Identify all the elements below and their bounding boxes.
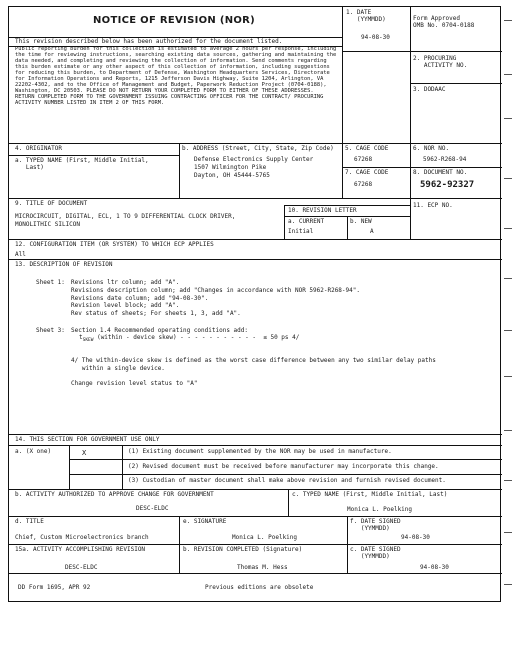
document-no-label: 8. DOCUMENT NO. bbox=[413, 169, 468, 176]
date-signed-gov-value: 94-08-30 bbox=[401, 534, 430, 541]
rule bbox=[9, 259, 502, 260]
rule bbox=[9, 155, 179, 156]
typed-name-label: a. TYPED NAME (First, Middle Initial, Last) bbox=[15, 157, 149, 171]
originator-label: 4. ORIGINATOR bbox=[15, 145, 62, 152]
activity-accomplishing-label: 15a. ACTIVITY ACCOMPLISHING REVISION bbox=[15, 546, 146, 553]
nor-no-label: 6. NOR NO. bbox=[413, 145, 450, 152]
margin-tick bbox=[504, 118, 512, 119]
rule bbox=[342, 7, 343, 143]
rule bbox=[9, 239, 502, 240]
rule bbox=[69, 474, 502, 475]
activity-authorized-label: b. ACTIVITY AUTHORIZED TO APPROVE CHANGE FOR GOVERNMENT bbox=[15, 491, 214, 498]
activity-accomplishing-value: DESC-ELDC bbox=[65, 564, 98, 571]
tskew-symbol: t bbox=[79, 334, 83, 341]
revision-completed-value: Thomas M. Hess bbox=[237, 564, 288, 571]
rule bbox=[9, 143, 502, 144]
cage-code-7-label: 7. CAGE CODE bbox=[345, 169, 389, 176]
doc-title-label: 9. TITLE OF DOCUMENT bbox=[15, 200, 88, 207]
option-3-checkbox[interactable] bbox=[82, 477, 94, 486]
form-title: NOTICE OF REVISION (NOR) bbox=[93, 15, 256, 26]
revision-completed-label: b. REVISION COMPLETED (Signature) bbox=[183, 546, 303, 553]
procuring-activity-label: 2. PROCURING ACTIVITY NO. bbox=[413, 55, 468, 69]
form-number: DD Form 1695, APR 92 bbox=[18, 584, 91, 591]
margin-tick bbox=[504, 20, 512, 21]
sheet3-line: Section 1.4 Recommended operating conditions add: bbox=[71, 327, 249, 334]
rule bbox=[284, 205, 410, 206]
option-1-checkbox[interactable]: X bbox=[82, 449, 87, 457]
rule bbox=[9, 516, 502, 517]
obsolete-note: Previous editions are obsolete bbox=[205, 584, 314, 591]
rule bbox=[9, 445, 502, 446]
tskew-subscript: SKEW bbox=[82, 338, 94, 344]
date-signed-rev-value: 94-08-30 bbox=[420, 564, 449, 571]
sheet3-heading: Sheet 3: bbox=[36, 327, 65, 334]
dodaac-label: 3. DODAAC bbox=[413, 86, 446, 93]
address-label: b. ADDRESS (Street, City, State, Zip Code) bbox=[182, 145, 334, 152]
margin-tick bbox=[504, 376, 512, 377]
rule bbox=[69, 459, 502, 460]
config-item-label: 12. CONFIGURATION ITEM (OR SYSTEM) TO WHICH ECP APPLIES bbox=[15, 241, 214, 248]
rule bbox=[9, 489, 502, 490]
rule bbox=[342, 143, 343, 198]
rule bbox=[410, 143, 411, 198]
authorized-text: This revision described below has been authorized for the document listed. bbox=[15, 38, 283, 45]
rule bbox=[179, 544, 180, 573]
nor-form bbox=[8, 6, 501, 602]
gov-use-label: 14. THIS SECTION FOR GOVERNMENT USE ONLY bbox=[15, 436, 160, 443]
config-item-value: All bbox=[15, 251, 26, 258]
margin-tick bbox=[504, 228, 512, 229]
rule bbox=[69, 445, 70, 489]
description-label: 13. DESCRIPTION OF REVISION bbox=[15, 261, 113, 268]
rule bbox=[9, 544, 502, 545]
tskew-line bbox=[79, 335, 299, 343]
rule bbox=[410, 83, 502, 84]
cage-code-7-value: 67268 bbox=[354, 181, 373, 188]
tskew-condition: (within - device skew) - - - - - - - - - - - ≤ 50 ps 4/ bbox=[93, 334, 300, 341]
rule bbox=[347, 516, 348, 544]
current-label: a. CURRENT bbox=[288, 218, 325, 225]
rule bbox=[347, 216, 348, 239]
change-level-line: Change revision level status to "A" bbox=[71, 380, 198, 387]
doc-title-value: MICROCIRCUIT, DIGITAL, ECL, 1 TO 9 DIFFERENTIAL CLOCK DRIVER, MONOLITHIC SILICON bbox=[15, 213, 236, 228]
cage-code-5-value: 67268 bbox=[354, 156, 373, 163]
date-signed-rev-label: c. DATE SIGNED (YYMMDD) bbox=[350, 546, 401, 560]
x-one-label: a. (X one) bbox=[15, 448, 52, 455]
margin-tick bbox=[504, 278, 512, 279]
rule bbox=[9, 434, 502, 435]
burden-statement: Public reporting burden for this collection is estimated to average 2 hours per response, including the time for reviewing instructions, searching existing data sources, gathering and maintaining the data needed, and completing and reviewing the collection of information. Send comments regarding this burden estimate or any other aspect of this collection of information, including suggestions for reducing this burden, to Department of Defense, Washington Headquarters Services, Directorate for Information Operations and Reports, 1215 Jefferson Davis Highway, Suite 1204, Arlington, VA 22202-4302, and to the Office of Management and Budget, Paperwork Reduction Project (0704-0188), Washington, DC 20503. PLEASE DO NOT RETURN YOUR COMPLETED FORM TO EITHER OF THESE ADDRESSES. RETURN COMPLETED FORM TO THE GOVERNMENT ISSUING CONTRACTING OFFICER FOR THE CONTRACT/ PROCURING ACTIVITY NUMBER LISTED IN ITEM 2 OF THIS FORM. bbox=[15, 46, 337, 107]
margin-tick bbox=[504, 74, 512, 75]
gov-title-value: Chief, Custom Microelectronics branch bbox=[15, 534, 149, 541]
rule bbox=[284, 205, 285, 239]
rule bbox=[9, 198, 502, 199]
margin-tick bbox=[504, 430, 512, 431]
ecp-no-label: 11. ECP NO. bbox=[413, 202, 453, 209]
address-value: Defense Electronics Supply Center 1507 Wilmington Pike Dayton, OH 45444-5765 bbox=[194, 156, 314, 179]
rule bbox=[288, 489, 289, 516]
rule bbox=[410, 7, 411, 143]
signature-value: Monica L. Poelking bbox=[232, 534, 298, 541]
nor-no-value: 5962-R268-94 bbox=[423, 156, 467, 163]
revision-letter-label: 10. REVISION LETTER bbox=[288, 207, 357, 214]
rule bbox=[179, 143, 180, 198]
rule bbox=[9, 573, 502, 574]
typed-name-gov-label: c. TYPED NAME (First, Middle Initial, Last) bbox=[292, 491, 448, 498]
date-signed-gov-label: f. DATE SIGNED (YYMMDD) bbox=[350, 518, 401, 532]
margin-tick bbox=[504, 584, 512, 585]
margin-tick bbox=[504, 178, 512, 179]
current-value: Initial bbox=[288, 228, 314, 235]
gov-title-label: d. TITLE bbox=[15, 518, 44, 525]
margin-tick bbox=[504, 330, 512, 331]
margin-tick bbox=[504, 532, 512, 533]
rule bbox=[179, 516, 180, 544]
option-1-text: (1) Existing document supplemented by the NOR may be used in manufacture. bbox=[128, 448, 392, 455]
option-2-checkbox[interactable] bbox=[82, 462, 94, 471]
rule bbox=[122, 445, 123, 489]
rule bbox=[347, 544, 348, 573]
rule bbox=[342, 51, 502, 52]
new-value: A bbox=[370, 228, 374, 235]
skew-footnote: 4/ The within-device skew is defined as the worst case difference between any two similar delay paths within a single device. bbox=[71, 357, 436, 372]
typed-name-gov-value: Monica L. Poelking bbox=[347, 506, 413, 513]
new-label: b. NEW bbox=[350, 218, 372, 225]
cage-code-5-label: 5. CAGE CODE bbox=[345, 145, 389, 152]
option-2-text: (2) Revised document must be received before manufacturer may incorporate this change. bbox=[128, 463, 439, 470]
date-label: 1. DATE (YYMMDD) bbox=[346, 9, 386, 23]
date-value: 94-08-30 bbox=[361, 34, 390, 41]
signature-label: e. SIGNATURE bbox=[183, 518, 227, 525]
sheet1-heading: Sheet 1: bbox=[36, 279, 65, 286]
rule bbox=[342, 167, 502, 168]
sheet1-changes: Revisions ltr column; add "A". Revisions description column; add "Changes in accordance with NOR 5962-R268-94". Revisions date column; add "94-08-30". Revision level block; add "A". Rev status of sheets; For sheets 1, 3, add "A". bbox=[71, 279, 360, 318]
option-3-text: (3) Custodian of master document shall make above revision and furnish revised document. bbox=[128, 477, 446, 484]
margin-tick bbox=[504, 480, 512, 481]
rule bbox=[410, 198, 411, 239]
form-approved: Form Approved OMB No. 0704-0188 bbox=[413, 15, 475, 29]
document-no-value: 5962-92327 bbox=[420, 180, 475, 190]
activity-authorized-value: DESC-ELDC bbox=[136, 505, 169, 512]
